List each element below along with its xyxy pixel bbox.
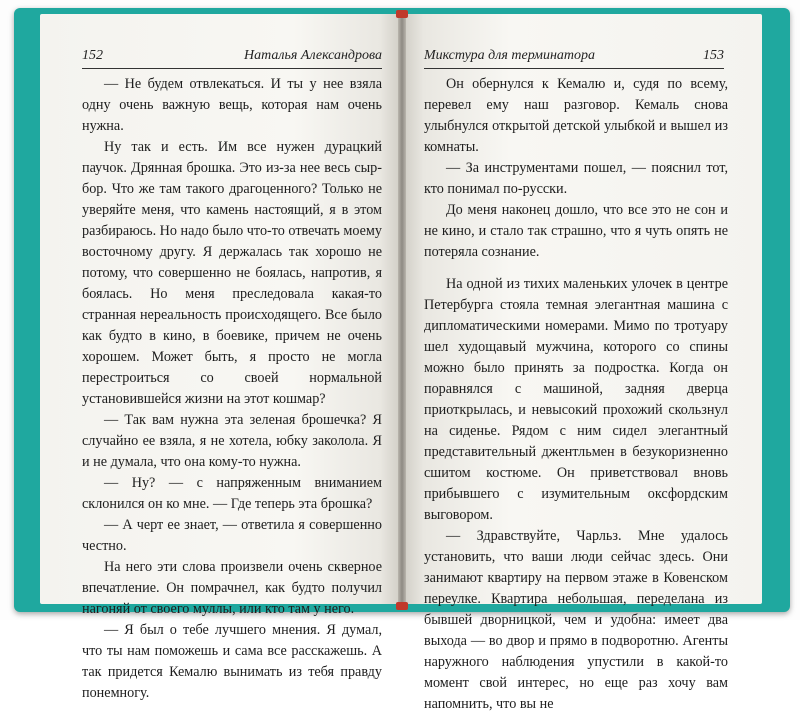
paragraph: — Здравствуйте, Чарльз. Мне удалось установить, что ваши люди сейчас здесь. Они занимают квартиру на первом этаже в Ковенском переулке. Квартира небольшая, переделана из бывшей дворницкой, чем и удобна: имеет два выхода — во двор и прямо в подворотню. Агенты наружного наблюдения упустили в какой-то момент свой интерес, но еще раз хочу вам напомнить, что вы не bbox=[424, 528, 728, 712]
left-page bbox=[40, 14, 402, 701]
paragraph: — Не будем отвлекаться. И ты у нее взяла одну очень важную вещь, которая нам очень нужна. bbox=[82, 76, 382, 134]
right-running-header bbox=[424, 44, 724, 69]
right-running-head: Микстура для терминатора bbox=[424, 48, 595, 63]
paragraph: Ну так и есть. Им все нужен дурацкий паучок. Дрянная брошка. Это из-за нее весь сыр-бор. Что же там такого драгоценного? Только не уверяйте меня, что камень настоящий, я в этом разбираюсь. Но надо было что-то отвечать моему восточному другу. Я держалась так хорошо не потому, что совершенно не боялась, напротив, я боялась. Но меня преследовала какая-то странная нереальность происходящего. Все было как будто в кино, в боевике, причем не очень хорошем. Может быть, я просто не могла перестроиться со своей нормальной установившейся жизни на этот кошмар? bbox=[82, 139, 382, 407]
left-page-number: 152 bbox=[82, 48, 103, 63]
paragraph: — Ну? — с напряженным вниманием склонился он ко мне. — Где теперь эта брошка? bbox=[82, 475, 382, 512]
paragraph: Он обернулся к Кемалю и, судя по всему, перевел ему наш разговор. Кемаль снова улыбнулся открытой детской улыбкой и вышел из комнаты. bbox=[424, 76, 728, 155]
paragraph: — Я был о тебе лучшего мнения. Я думал, что ты нам поможешь и сама все расскажешь. А так придется Кемалю вынимать из тебя правду понемногу. bbox=[82, 622, 382, 701]
paragraph: До меня наконец дошло, что все это не сон и не кино, и стало так страшно, что я чуть опять не потеряла сознание. bbox=[424, 202, 728, 260]
right-page-text bbox=[424, 74, 728, 715]
left-running-head: Наталья Александрова bbox=[244, 48, 382, 63]
paragraph: — А черт ее знает, — ответила я совершенно честно. bbox=[82, 517, 382, 554]
paragraph: — Так вам нужна эта зеленая брошечка? Я случайно ее взяла, я не хотела, юбку заколола. Я и не думала, что она кому-то нужна. bbox=[82, 412, 382, 470]
right-page-number: 153 bbox=[703, 48, 724, 63]
paragraph: На одной из тихих маленьких улочек в центре Петербурга стояла темная элегантная машина с дипломатическими номерами. Мимо по тротуару шел худощавый мужчина, которого со спины можно было принять за подростка. Когда он поравнялся с машиной, задняя дверца приоткрылась, и невысокий прохожий скользнул на сиденье. Рядом с ним сидел элегантный представительный джентльмен в безукоризненно сшитом костюме. Он приветствовал вновь прибывшего с изумительным оксфордским выговором. bbox=[424, 276, 728, 523]
paragraph: — За инструментами пошел, — пояснил тот, кто понимал по-русски. bbox=[424, 160, 728, 197]
book-spine bbox=[398, 14, 406, 604]
left-running-header bbox=[82, 44, 382, 69]
paragraph: На него эти слова произвели очень скверное впечатление. Он помрачнел, как будто получил нагоняй от своего муллы, или кто там у него. bbox=[82, 559, 382, 617]
headband-bottom bbox=[396, 602, 408, 610]
right-page bbox=[402, 14, 762, 712]
left-page-text bbox=[82, 74, 382, 704]
headband-top bbox=[396, 10, 408, 18]
